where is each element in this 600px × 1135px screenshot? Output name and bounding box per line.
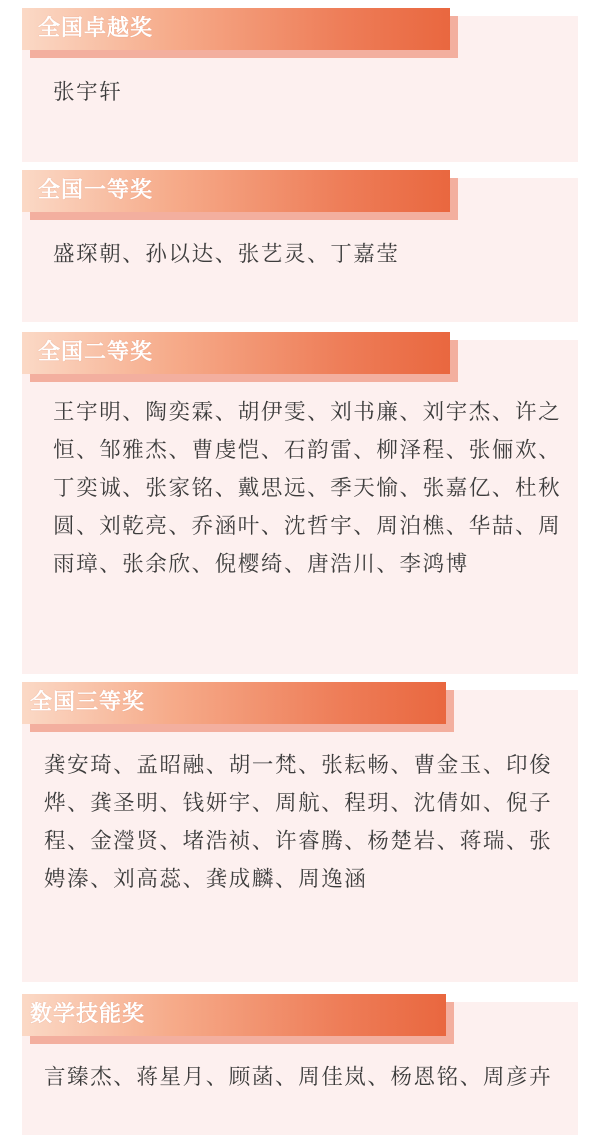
award-title-excellence: 全国卓越奖	[38, 16, 154, 41]
award-title-third: 全国三等奖	[30, 690, 146, 715]
award-title-first: 全国一等奖	[38, 178, 154, 203]
award-names-second: 王宇明、陶奕霖、胡伊雯、刘书廉、刘宇杰、许之恒、邹雅杰、曹虔恺、石韵雷、柳泽程、张俪欢、丁奕诚、张家铭、戴思远、季天愉、张嘉亿、杜秋圆、刘乾亮、乔涵叶、沈哲宇、周泊樵、华喆、周雨璋、张余欣、倪樱绮、唐浩川、李鸿博	[53, 400, 562, 577]
award-names-excellence: 张宇轩	[53, 80, 123, 105]
award-names-first: 盛琛朝、孙以达、张艺灵、丁嘉莹	[53, 242, 400, 267]
award-title-skill: 数学技能奖	[30, 1002, 146, 1027]
award-title-second: 全国二等奖	[38, 340, 154, 365]
award-names-skill: 言臻杰、蒋星月、顾菡、周佳岚、杨恩铭、周彦卉	[44, 1065, 553, 1090]
award-names-third: 龚安琦、孟昭融、胡一梵、张耘畅、曹金玉、印俊烨、龚圣明、钱妍宇、周航、程玥、沈倩如、倪子程、金瀅贤、堵浩祯、许睿腾、杨楚岩、蒋瑞、张娉溱、刘高蕊、龚成麟、周逸涵	[44, 753, 553, 892]
